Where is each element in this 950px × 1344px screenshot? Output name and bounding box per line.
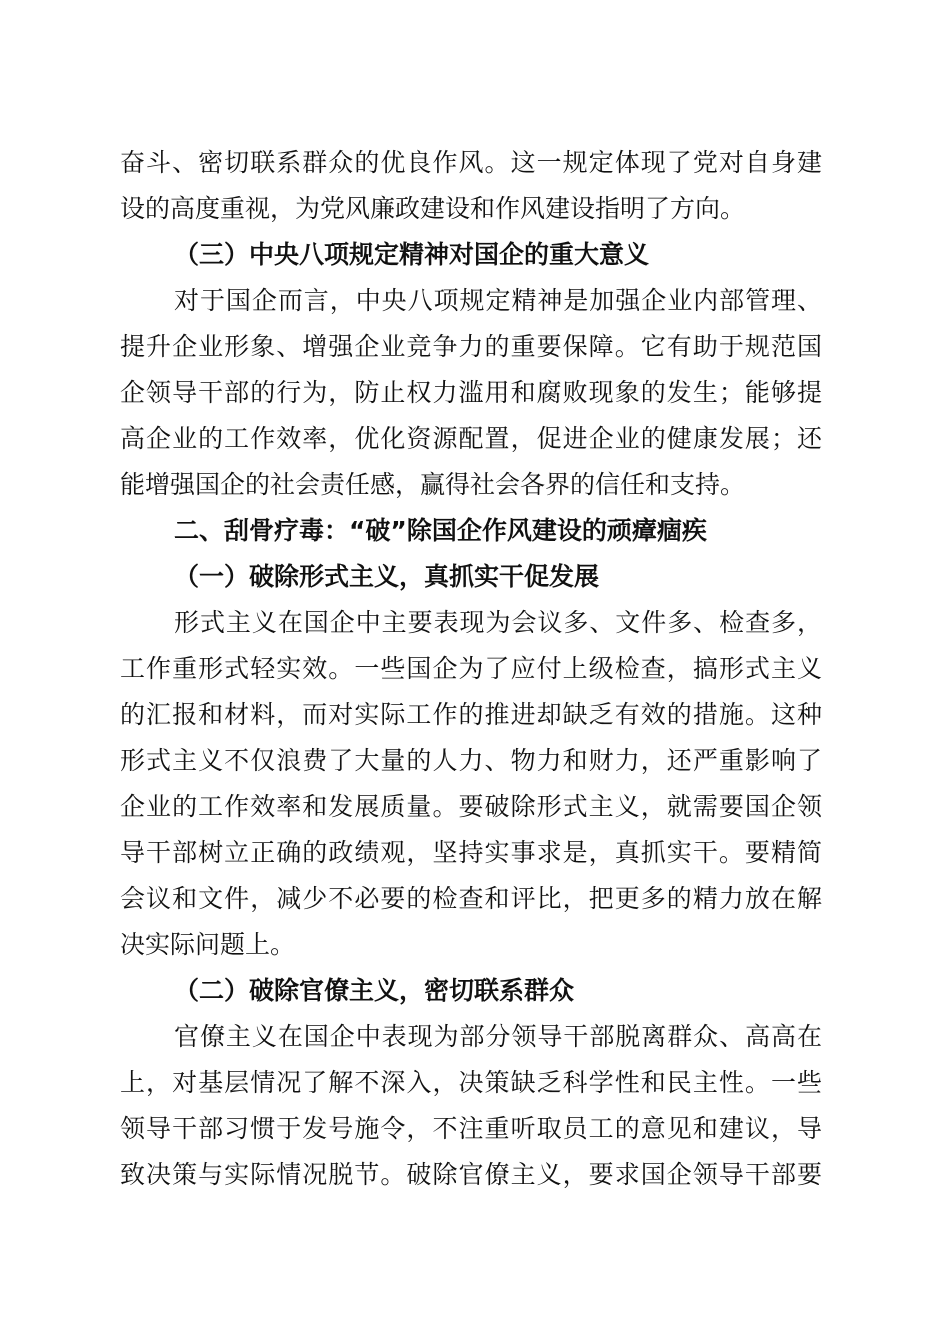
paragraph-line: 领导干部习惯于发号施令，不注重听取员工的意见和建议，导 xyxy=(120,1114,822,1143)
paragraph-line: 提升企业形象、增强企业竞争力的重要保障。它有助于规范国 xyxy=(120,332,822,361)
paragraph-line: 导干部树立正确的政绩观，坚持实事求是，真抓实干。要精简 xyxy=(120,838,822,867)
paragraph-line: 的汇报和材料，而对实际工作的推进却缺乏有效的措施。这种 xyxy=(120,700,822,729)
paragraph-line: 高企业的工作效率，优化资源配置，促进企业的健康发展；还 xyxy=(120,424,822,453)
paragraph-line: 形式主义不仅浪费了大量的人力、物力和财力，还严重影响了 xyxy=(120,746,822,775)
paragraph-line: 企领导干部的行为，防止权力滥用和腐败现象的发生；能够提 xyxy=(120,378,822,407)
paragraph-line: 决实际问题上。 xyxy=(120,930,296,959)
paragraph-line: 能增强国企的社会责任感，赢得社会各界的信任和支持。 xyxy=(120,470,746,499)
paragraph-line: 工作重形式轻实效。一些国企为了应付上级检查，搞形式主义 xyxy=(120,654,822,683)
paragraph-line: 会议和文件，减少不必要的检查和评比，把更多的精力放在解 xyxy=(120,884,822,913)
paragraph-line: 官僚主义在国企中表现为部分领导干部脱离群众、高高在 xyxy=(174,1022,822,1051)
paragraph-line: 对于国企而言，中央八项规定精神是加强企业内部管理、 xyxy=(174,286,822,315)
paragraph-line: 企业的工作效率和发展质量。要破除形式主义，就需要国企领 xyxy=(120,792,822,821)
section-heading-3: （三）中央八项规定精神对国企的重大意义 xyxy=(174,240,650,269)
paragraph-line: 形式主义在国企中主要表现为会议多、文件多、检查多， xyxy=(174,608,822,637)
paragraph-line: 设的高度重视，为党风廉政建设和作风建设指明了方向。 xyxy=(120,194,746,223)
paragraph-line: 奋斗、密切联系群众的优良作风。这一规定体现了党对自身建 xyxy=(120,148,822,177)
paragraph-line: 致决策与实际情况脱节。破除官僚主义，要求国企领导干部要 xyxy=(120,1160,822,1189)
subsection-heading-2: （二）破除官僚主义，密切联系群众 xyxy=(174,976,575,1005)
subsection-heading-1: （一）破除形式主义，真抓实干促发展 xyxy=(174,562,600,591)
paragraph-line: 上，对基层情况了解不深入，决策缺乏科学性和民主性。一些 xyxy=(120,1068,822,1097)
section-heading-2: 二、刮骨疗毒：“破”除国企作风建设的顽瘴痼疾 xyxy=(174,516,707,545)
